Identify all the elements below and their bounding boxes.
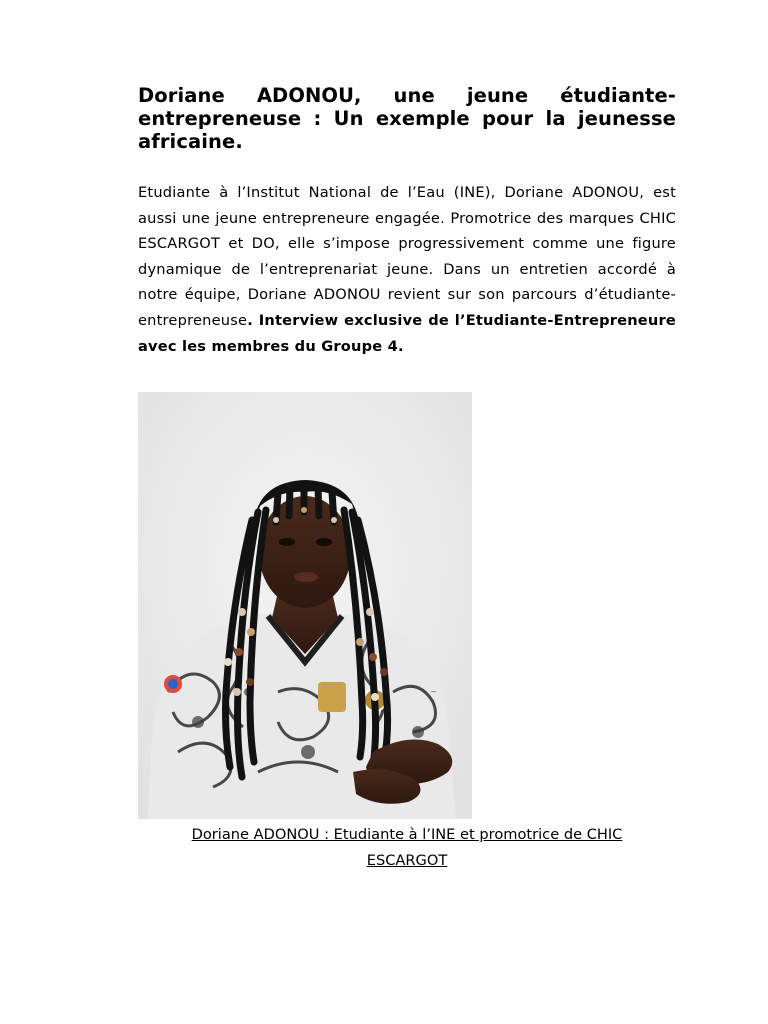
portrait-photo — [138, 392, 472, 819]
photo-caption-line2: ESCARGOT — [366, 852, 448, 869]
svg-text:~: ~ — [430, 687, 437, 696]
photo-caption — [138, 822, 676, 874]
article-title: Doriane ADONOU, une jeune étudiante-entrepreneuse : Un exemple pour la jeunesse africaine. — [138, 84, 676, 153]
portrait-illustration — [138, 392, 472, 819]
photo-caption-line1: Doriane ADONOU : Etudiante à l’INE et promotrice de CHIC — [191, 826, 623, 843]
article-lead — [138, 180, 676, 359]
lead-bold-text: . Interview exclusive de l’Etudiante-Entrepreneure avec les membres du Groupe 4. — [138, 311, 676, 355]
article — [138, 84, 676, 359]
lead-text: Etudiante à l’Institut National de l’Eau (INE), Doriane ADONOU, est aussi une jeune entrepreneure engagée. Promotrice des marques CHIC ESCARGOT et DO, elle s’impose progressivement comme une figure dynamique de l’entreprenariat jeune. Dans un entretien accordé à notre équipe, Doriane ADONOU revient sur son parcours d’étudiante-entrepreneuse — [138, 184, 676, 329]
